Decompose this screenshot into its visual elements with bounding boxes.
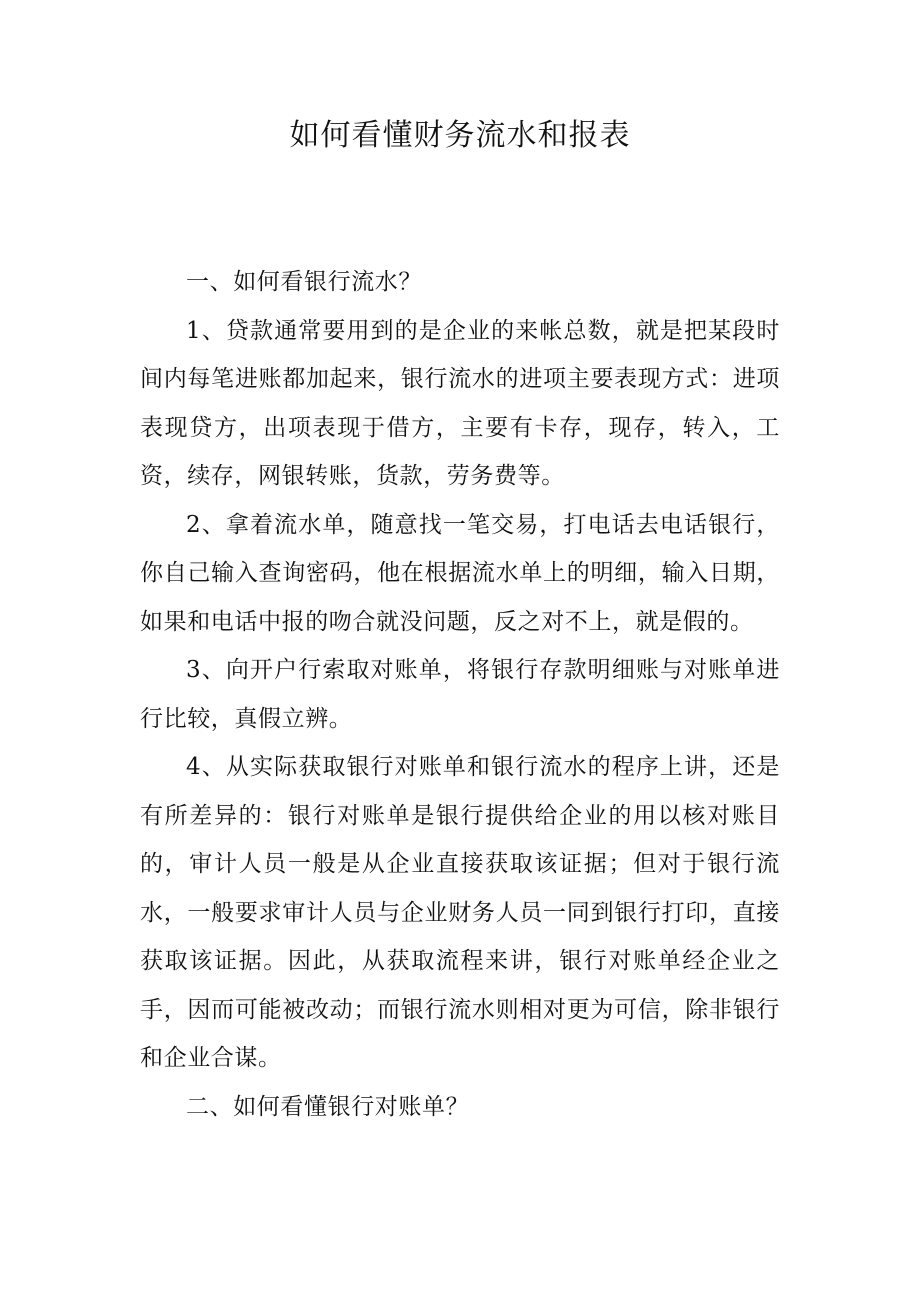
section-heading-1: 一、如何看银行流水？ (186, 269, 422, 295)
document-title: 如何看懂财务流水和报表 (289, 118, 631, 153)
paragraph-1: 1、贷款通常要用到的是企业的来帐总数，就是把某段时间内每笔进账都加起来，银行流水的进项主要表现方式：进项表现贷方，出项表现于借方，主要有卡存，现存，转入，工资，续存，网银转账，货款，劳务费等。 (140, 317, 780, 489)
document-body (140, 258, 780, 1131)
section-heading-2: 二、如何看懂银行对账单？ (186, 1093, 470, 1120)
paragraph-2: 2、拿着流水单，随意找一笔交易，打电话去电话银行，你自己输入查询密码，他在根据流水单上的明细，输入日期，如果和电话中报的吻合就没问题，反之对不上，就是假的。 (140, 511, 780, 635)
paragraph-3: 3、向开户行索取对账单，将银行存款明细账与对账单进行比较，真假立辨。 (140, 657, 780, 732)
paragraph-4: 4、从实际获取银行对账单和银行流水的程序上讲，还是有所差异的：银行对账单是银行提供给企业的用以核对账目的，审计人员一般是从企业直接获取该证据；但对于银行流水，一般要求审计人员与企业财务人员一同到银行打印，直接获取该证据。因此，从获取流程来讲，银行对账单经企业之手，因而可能被改动；而银行流水则相对更为可信，除非银行和企业合谋。 (140, 754, 780, 1071)
